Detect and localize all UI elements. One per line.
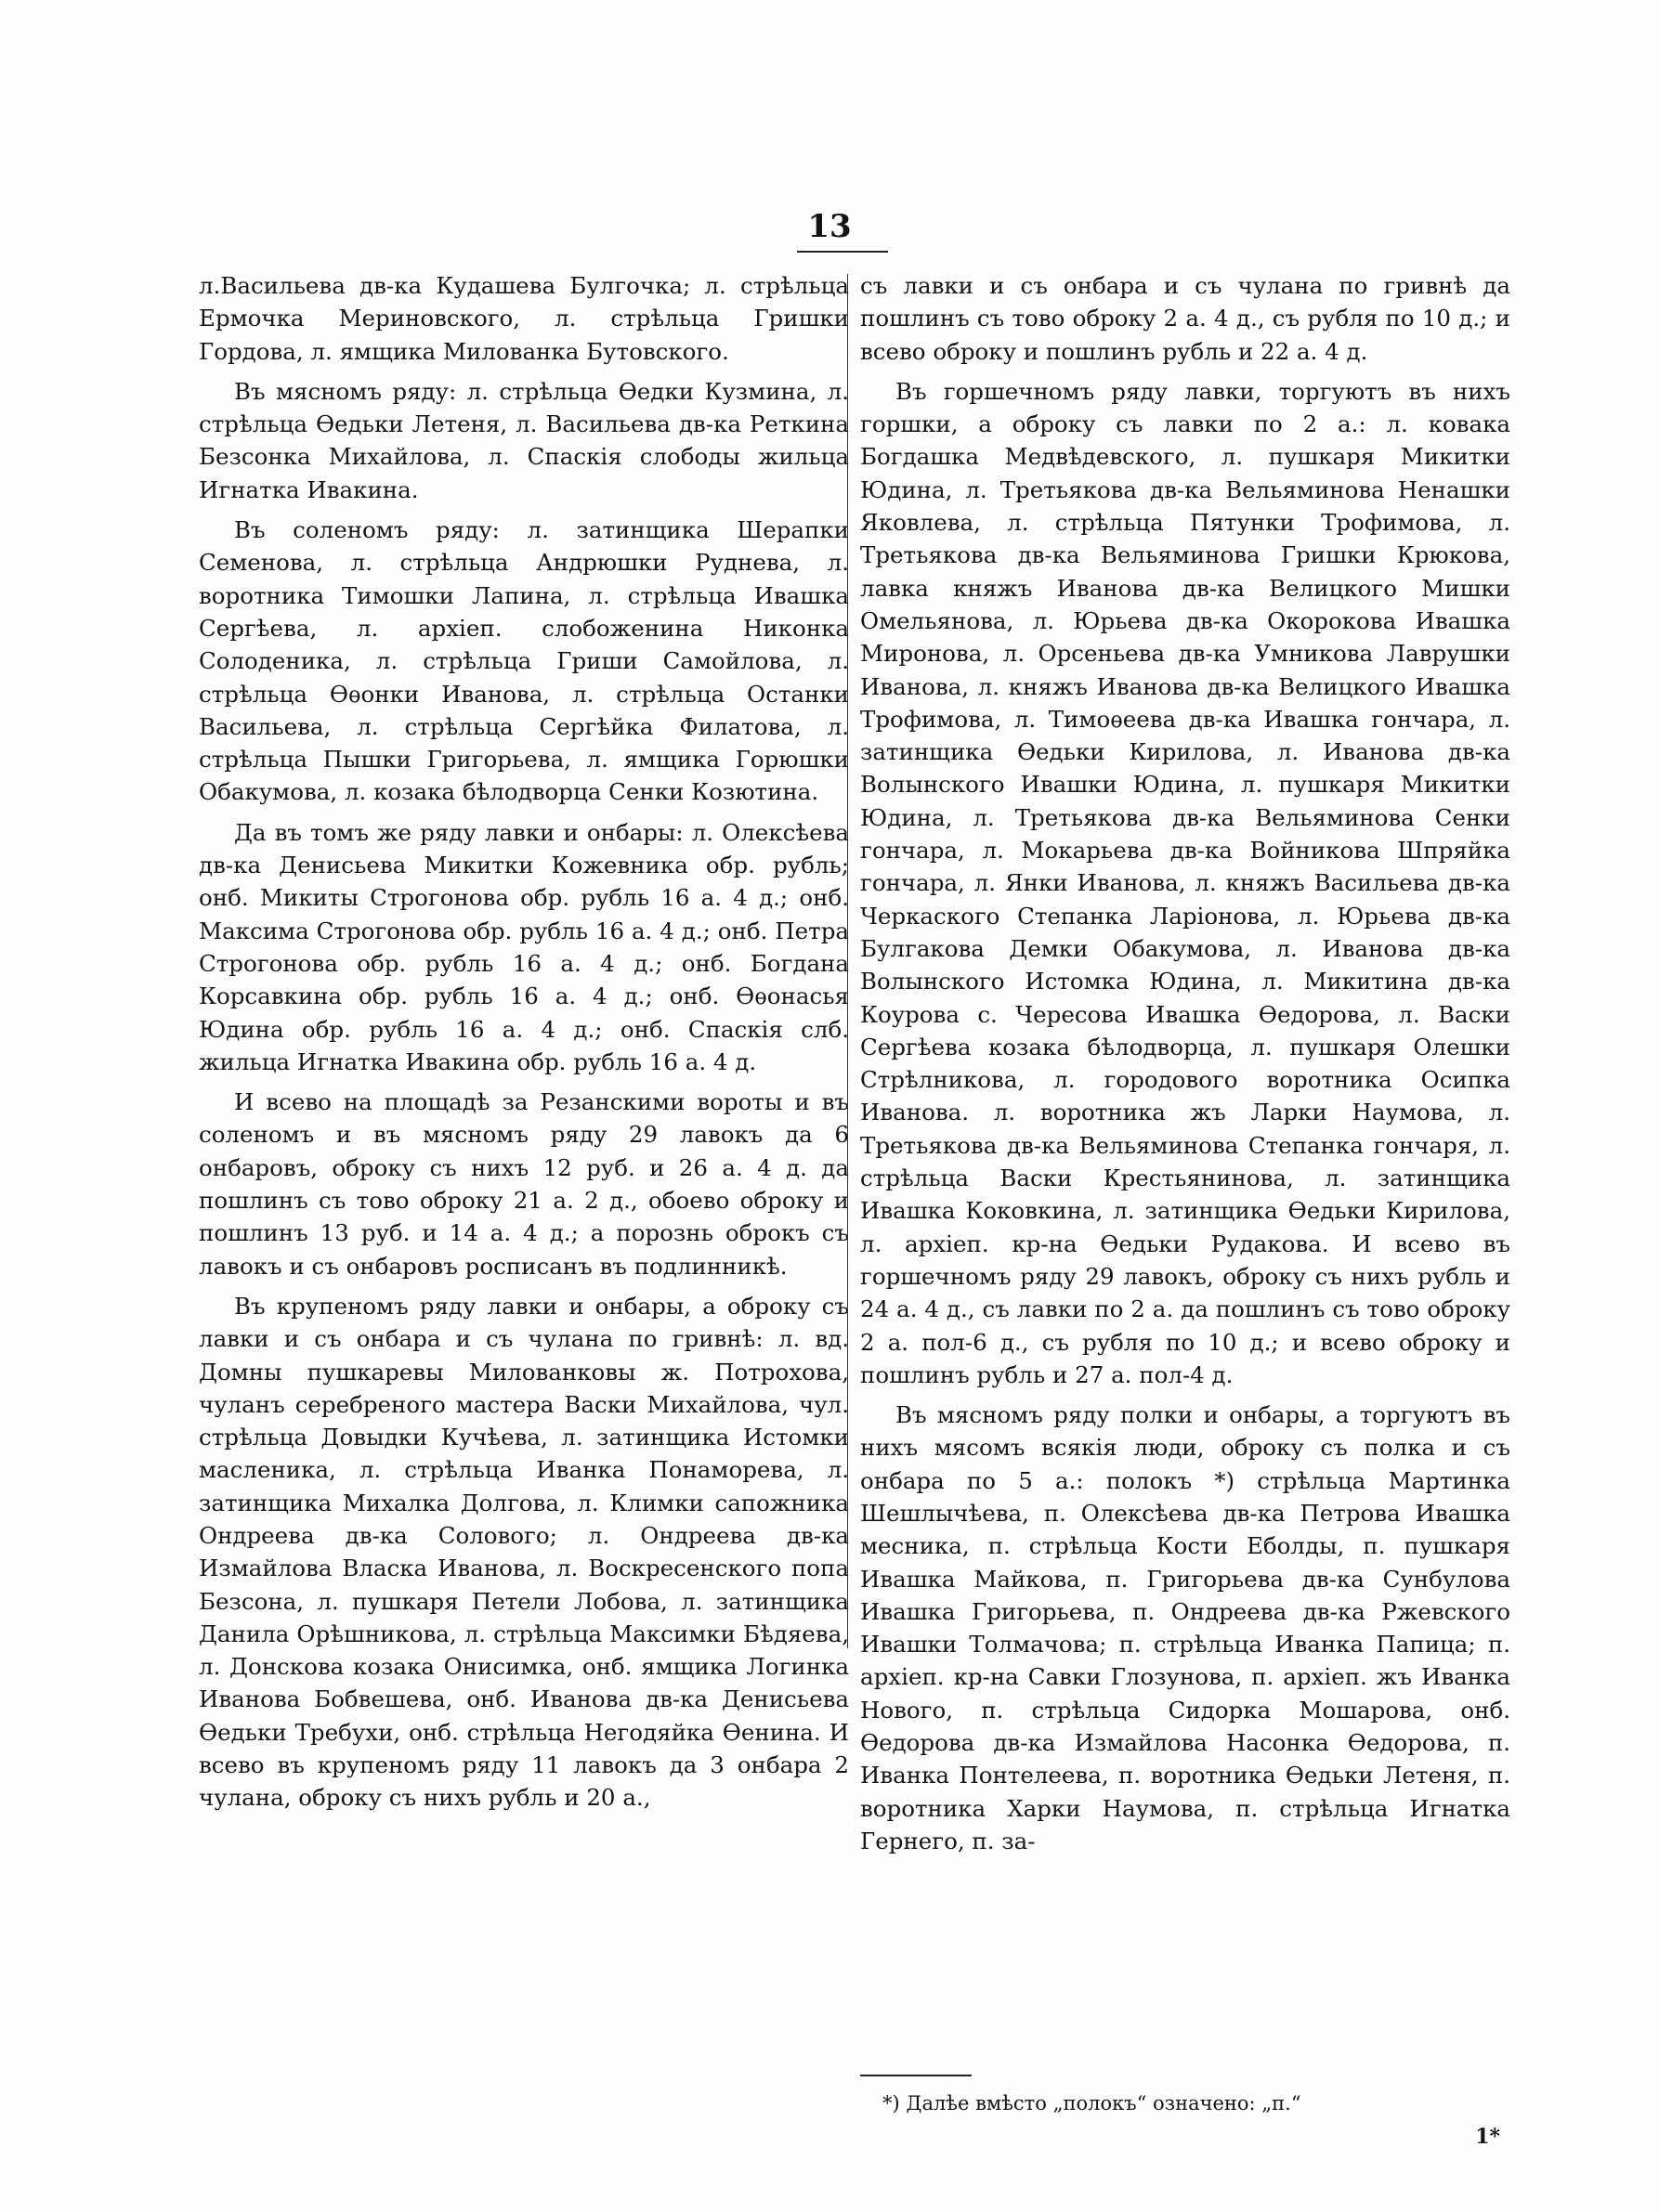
left-paragraph-2: Въ мясномъ ряду: л. стрѣльца Ѳедки Кузмина, л. стрѣльца Ѳедьки Летеня, л. Васильева дв-ка Реткина Безсонка Михайлова, л. Спаскія слободы жильца Игнатка Ивакина.: [199, 377, 849, 503]
right-paragraph-1: съ лавки и съ онбара и съ чулана по гривнѣ да пошлинъ съ тово оброку 2 а. 4 д., съ рубля по 10 д.; и всево оброку и пошлинъ рубль и 22 а. 4 д.: [860, 272, 1510, 365]
header-rule: [797, 251, 888, 253]
left-paragraph-6: Въ крупеномъ ряду лавки и онбары, а оброку съ лавки и съ онбара и съ чулана по гривнѣ: л. вд. Домны пушкаревы Милованковы ж. Потрохова, чуланъ серебреного мастера Васки Михайлова, чул. стрѣльца Довыдки Кучѣева, л. затинщика Истомки масленика, л. стрѣльца Иванка Понаморева, л. затинщика Михалка Долгова, л. Климки сапожника Ондреева дв-ка Солового; л. Ондреева дв-ка Измайлова Власка Иванова, л. Воскресенского попа Безсона, л. пушкаря Петели Лобова, л. затинщика Данила Орѣшникова, л. стрѣльца Максимки Бѣдяева, л. Донскова козака Онисимка, онб. ямщика Логинка Иванова Бобвешева, онб. Иванова дв-ка Денисьева Ѳедьки Требухи, онб. стрѣльца Негодяйка Ѳенина. И всево въ крупеномъ ряду 11 лавокъ да 3 онбара 2 чулана, оброку съ нихъ рубль и 20 а.,: [199, 1292, 849, 1812]
page-number: 13: [807, 208, 852, 245]
left-paragraph-5: И всево на площадѣ за Резанскими вороты и въ соленомъ и въ мясномъ ряду 29 лавокъ да 6 онбаровъ, оброку съ нихъ 12 руб. и 26 а. 4 д. да пошлинъ съ тово оброку 21 а. 2 д., обоево оброку и пошлинъ 13 руб. и 14 а. 4 д.; а порознь оброкъ съ лавокъ и съ онбаровъ росписанъ въ подлинникѣ.: [199, 1088, 849, 1280]
signature-mark: 1*: [1475, 2125, 1500, 2149]
left-paragraph-3: Въ соленомъ ряду: л. затинщика Шерапки Семенова, л. стрѣльца Андрюшки Руднева, л. воротника Тимошки Лапина, л. стрѣльца Ивашка Сергѣева, л. архіеп. слобоженина Никонка Солоденика, л. стрѣльца Гриши Самойлова, л. стрѣльца Ѳѳонки Иванова, л. стрѣльца Останки Васильева, л. стрѣльца Сергѣйка Филатова, л. стрѣльца Пышки Григорьева, л. ямщика Горюшки Обакумова, л. козака бѣлодворца Сенки Козютина.: [199, 516, 849, 806]
footnote: *) Далѣе вмѣсто „полокъ“ означено: „п.“: [882, 2092, 1301, 2114]
left-paragraph-1: л.Васильева дв-ка Кудашева Булгочка; л. стрѣльца Ермочка Мериновского, л. стрѣльца Гришки Гордова, л. ямщика Милованка Бутовского.: [199, 272, 849, 365]
footnote-rule: [860, 2075, 972, 2076]
column-divider: [847, 274, 848, 1648]
left-paragraph-4: Да въ томъ же ряду лавки и онбары: л. Олексѣева дв-ка Денисьева Микитки Кожевника обр. рубль; онб. Микиты Строгонова обр. рубль 16 а. 4 д.; онб. Максима Строгонова обр. рубль 16 а. 4 д.; онб. Петра Строгонова обр. рубль 16 а. 4 д.; онб. Богдана Корсавкина обр. рубль 16 а. 4 д.; онб. Ѳѳонасья Юдина обр. рубль 16 а. 4 д.; онб. Спаскія слб. жильца Игнатка Ивакина обр. рубль 16 а. 4 д.: [199, 818, 849, 1075]
right-paragraph-2: Въ горшечномъ ряду лавки, торгуютъ въ нихъ горшки, а оброку съ лавки по 2 а.: л. ковака Богдашка Медвѣдевского, л. пушкаря Микитки Юдина, л. Третьякова дв-ка Вельяминова Ненашки Яковлева, л. стрѣльца Пятунки Трофимова, л. Третьякова дв-ка Вельяминова Гришки Крюкова, лавка княжъ Иванова дв-ка Велицкого Мишки Омельянова, л. Юрьева дв-ка Окорокова Ивашка Миронова, л. Орсеньева дв-ка Умникова Лаврушки Иванова, л. княжъ Иванова дв-ка Велицкого Ивашка Трофимова, л. Тимоѳеева дв-ка Ивашка гончара, л. затинщика Ѳедьки Кирилова, л. Иванова дв-ка Волынского Ивашки Юдина, л. пушкаря Микитки Юдина, л. Третьякова дв-ка Вельяминова Сенки гончара, л. Мокарьева дв-ка Войникова Шпряйка гончара, л. Янки Иванова, л. княжъ Васильева дв-ка Черкаского Степанка Ларіонова, л. Юрьева дв-ка Булгакова Демки Обакумова, л. Иванова дв-ка Волынского Истомка Юдина, л. Микитина дв-ка Коурова с. Чересова Ивашка Ѳедорова, л. Васки Сергѣева козака бѣлодворца, л. пушкаря Олешки Стрѣлникова, л. городового воротника Осипка Иванова. л. воротника жъ Ларки Наумова, л. Третьякова дв-ка Вельяминова Степанка гончаря, л. стрѣльца Васки Крестьянинова, л. затинщика Ивашка Коковкина, л. затинщика Ѳедьки Кирилова, л. архіеп. кр-на Ѳедьки Рудакова. И всево въ горшечномъ ряду 29 лавокъ, оброку съ нихъ рубль и 24 а. 4 д., съ лавки по 2 а. да пошлинъ съ тово оброку 2 а. пол-6 д., съ рубля по 10 д.; и всево оброку и пошлинъ рубль и 27 а. пол-4 д.: [860, 377, 1510, 1388]
left-column: [199, 269, 849, 1822]
right-column: [860, 269, 1510, 1865]
right-paragraph-3: Въ мясномъ ряду полки и онбары, а торгуютъ въ нихъ мясомъ всякія люди, оброку съ полка и съ онбара по 5 а.: полокъ *) стрѣльца Мартинка Шешлычѣева, п. Олексѣева дв-ка Петрова Ивашка месника, п. стрѣльца Кости Еболды, п. пушкаря Ивашка Майкова, п. Григорьева дв-ка Сунбулова Ивашка Григорьева, п. Ондреева дв-ка Ржевского Ивашки Толмачова; п. стрѣльца Иванка Папица; п. архіеп. кр-на Савки Глозунова, п. архіеп. жъ Иванка Нового, п. стрѣльца Сидорка Мошарова, онб. Ѳедорова дв-ка Измайлова Насонка Ѳедорова, п. Иванка Понтелеева, п. воротника Ѳедьки Летеня, п. воротника Харки Наумова, п. стрѣльца Игнатка Гернего, п. за-: [860, 1401, 1510, 1854]
